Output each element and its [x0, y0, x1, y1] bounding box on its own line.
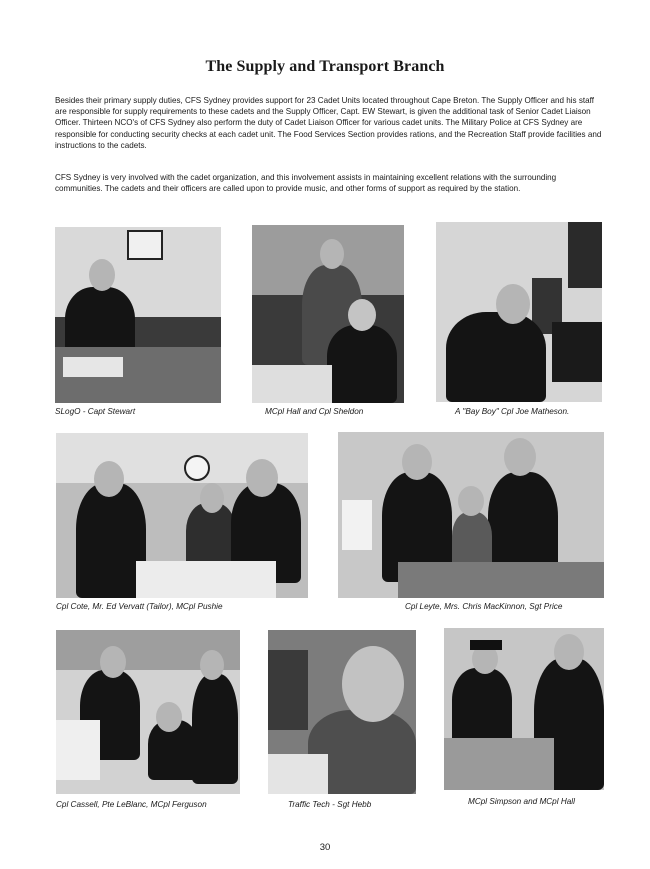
photo-caption: SLogO - Capt Stewart — [55, 407, 136, 416]
photo-caption: MCpl Hall and Cpl Sheldon — [265, 407, 364, 416]
page-number: 30 — [319, 842, 331, 853]
photo-caption: Cpl Leyte, Mrs. Chris MacKinnon, Sgt Price — [405, 602, 563, 611]
cadet-paragraph: CFS Sydney is very involved with the cadet organization, and this involvement assists in maintaining excellent relations with the surrounding communities. The cadets and their officers are called upon to provide music, and other forms of support as required by the station. — [55, 173, 557, 194]
photo-caption: MCpl Simpson and MCpl Hall — [468, 797, 575, 806]
photo-sgt-hebb — [268, 630, 416, 794]
photo-capt-stewart — [55, 227, 221, 403]
photo-caption: Traffic Tech - Sgt Hebb — [288, 800, 372, 809]
photo-hall-sheldon — [252, 225, 404, 403]
photo-cassell-leblanc-ferguson — [56, 630, 240, 794]
photo-caption: Cpl Cote, Mr. Ed Vervatt (Tailor), MCpl Pushie — [56, 602, 223, 611]
photo-cote-vervatt-pushie — [56, 433, 308, 598]
photo-simpson-hall — [444, 628, 604, 790]
photo-caption: Cpl Cassell, Pte LeBlanc, MCpl Ferguson — [56, 800, 207, 809]
page-title: The Supply and Transport Branch — [205, 58, 445, 75]
photo-leyte-mackinnon-price — [338, 432, 604, 598]
photo-joe-matheson — [436, 222, 602, 402]
intro-paragraph: Besides their primary supply duties, CFS Sydney provides support for 23 Cadet Units located throughout Cape Breton. The Supply Officer and his staff are responsible for supply requirements to these cadets and the Supply Officer, Capt. EW Stewart, is given the additional task of Senior Cadet Liaison Officer. Thirteen NCO's of CFS Sydney also perform the duty of Cadet Liaison Officer for various cadet units. The Military Police at CFS Sydney are responsible for conducting security checks at each cadet unit. The Food Services Section provides rations, and the Recreation Staff provide facilities and instructions to the cadets. — [55, 96, 602, 150]
photo-caption: A "Bay Boy" Cpl Joe Matheson. — [455, 407, 570, 416]
